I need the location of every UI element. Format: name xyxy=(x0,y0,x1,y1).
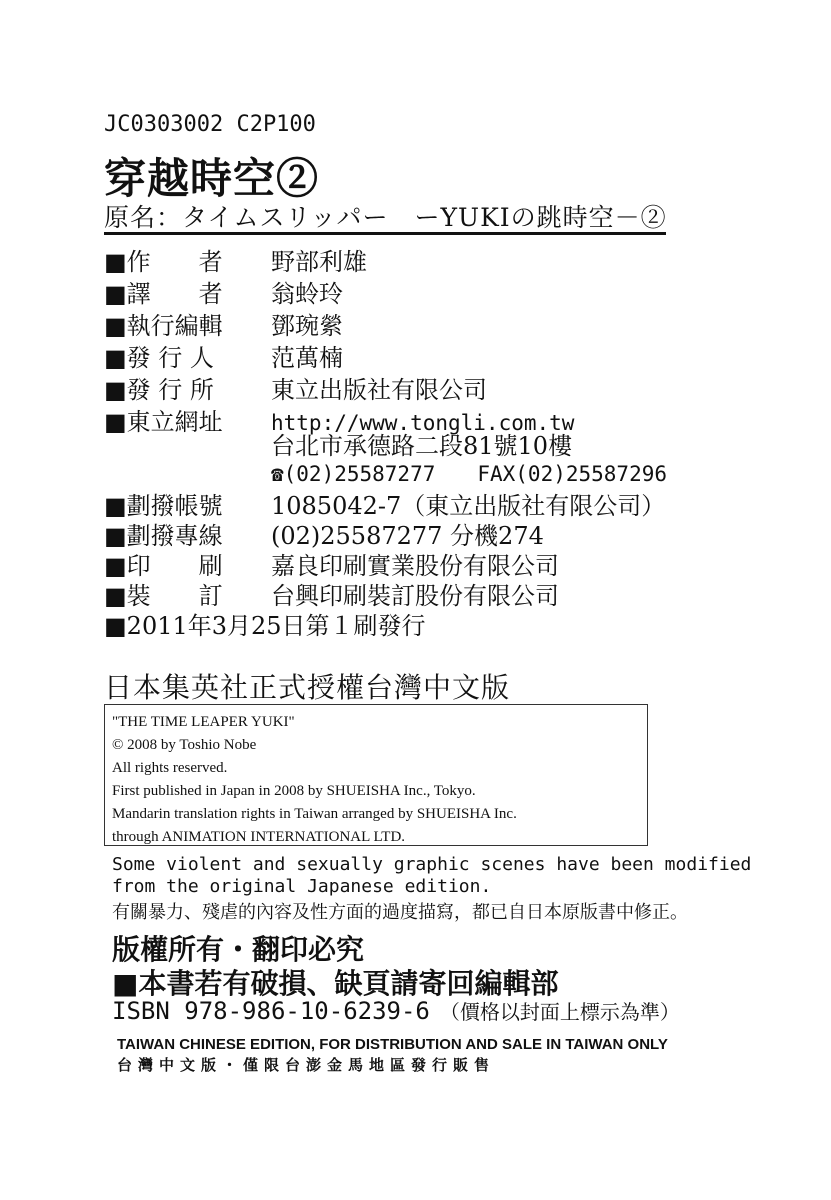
credit-value: 嘉良印刷實業股份有限公司 xyxy=(271,552,559,580)
credit-label: ■劃撥專線 xyxy=(104,522,223,550)
credit-label: ■譯 者 xyxy=(104,280,223,308)
credit-label: ■發 行 所 xyxy=(104,376,214,404)
copyright-line: © 2008 by Toshio Nobe xyxy=(112,737,257,753)
credit-value: 台興印刷裝訂股份有限公司 xyxy=(271,582,559,610)
original-title: 原名：タイムスリッパー ーYUKIの跳時空－② xyxy=(104,203,667,232)
credit-label: ■劃撥帳號 xyxy=(104,492,223,520)
credit-label: ■發 行 人 xyxy=(104,344,214,372)
credit-value: 范萬楠 xyxy=(271,344,343,372)
print-date: ■2011年3月25日第１刷發行 xyxy=(104,612,426,640)
copyright-line: "THE TIME LEAPER YUKI" xyxy=(112,714,295,730)
divider xyxy=(104,232,666,235)
copyright-line: All rights reserved. xyxy=(112,760,228,776)
damage-return-notice: ■本書若有破損、缺頁請寄回編輯部 xyxy=(112,967,559,1000)
rights-reserved: 版權所有・翻印必究 xyxy=(112,933,365,966)
credit-value: 野部利雄 xyxy=(271,248,367,276)
credit-value: 東立出版社有限公司 xyxy=(271,376,487,404)
credit-label: ■作 者 xyxy=(104,248,223,276)
copyright-line: Mandarin translation rights in Taiwan arranged by SHUEISHA Inc. xyxy=(112,806,517,822)
credit-label: ■執行編輯 xyxy=(104,312,223,340)
credit-value: 翁蛉玲 xyxy=(271,280,343,308)
credit-value: 鄧琬縈 xyxy=(271,312,343,340)
phone-fax: ☎(02)25587277 FAX(02)25587296 xyxy=(271,462,668,486)
credit-publisher xyxy=(104,370,487,405)
credit-editor xyxy=(104,306,343,341)
copyright-line: through ANIMATION INTERNATIONAL LTD. xyxy=(112,829,406,845)
edition-notice-en: TAIWAN CHINESE EDITION, FOR DISTRIBUTION AND SALE IN TAIWAN ONLY xyxy=(117,1036,668,1053)
credit-publisher-person xyxy=(104,338,343,373)
credit-label: ■東立網址 xyxy=(104,408,223,436)
authorization-statement: 日本集英社正式授權台灣中文版 xyxy=(104,671,511,704)
copyright-line: First published in Japan in 2008 by SHUEISHA Inc., Tokyo. xyxy=(112,783,476,799)
product-code: JC0303002 C2P100 xyxy=(104,112,316,137)
isbn xyxy=(112,996,680,1025)
credit-label: ■印 刷 xyxy=(104,552,223,580)
isbn-number: ISBN 978-986-10-6239-6 xyxy=(112,997,430,1025)
credit-label: ■裝 訂 xyxy=(104,582,223,610)
credit-value: 1085042-7（東立出版社有限公司） xyxy=(271,492,666,520)
credit-author xyxy=(104,242,367,277)
website-link[interactable]: http://www.tongli.com.tw xyxy=(271,411,575,435)
modification-notice-en: Some violent and sexually graphic scenes have been modified xyxy=(112,854,752,875)
book-title: 穿越時空② xyxy=(104,154,320,203)
credit-translator xyxy=(104,274,343,309)
modification-notice-en: from the original Japanese edition. xyxy=(112,876,492,897)
price-note: （價格以封面上標示為準） xyxy=(439,1000,680,1024)
credit-value: (02)25587277 分機274 xyxy=(271,522,544,550)
edition-notice-zh: 台灣中文版・僅限台澎金馬地區發行販售 xyxy=(117,1056,496,1074)
address: 台北市承德路二段81號10樓 xyxy=(271,432,573,460)
modification-notice-zh: 有關暴力、殘虐的內容及性方面的過度描寫，都已自日本原版書中修正。 xyxy=(112,902,688,923)
